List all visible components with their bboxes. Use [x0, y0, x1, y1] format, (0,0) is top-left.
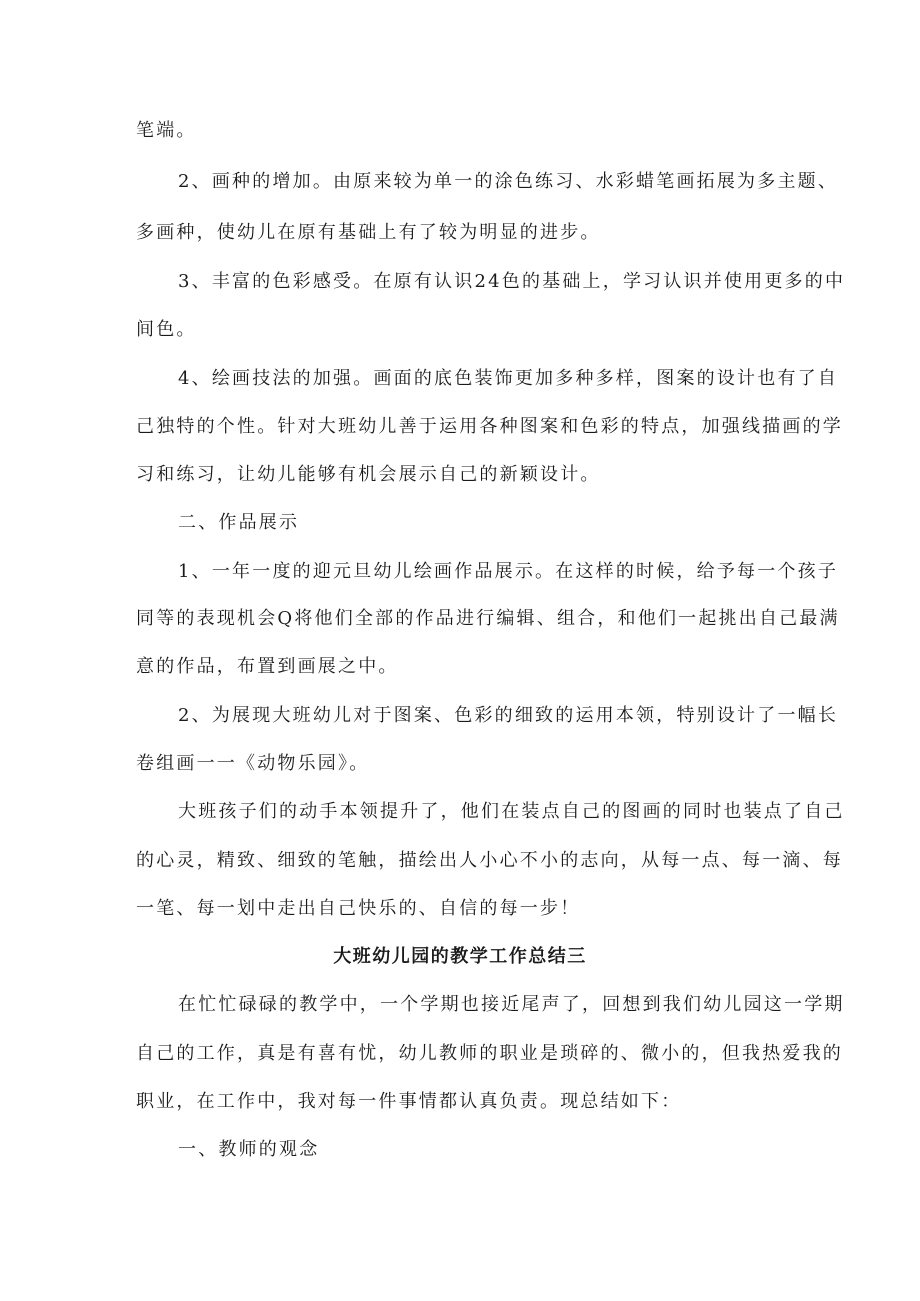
paragraph-line: 职业，在工作中，我对每一件事情都认真负责。现总结如下：: [136, 1091, 682, 1112]
paragraph-line: 一笔、每一划中走出自己快乐的、自信的每一步！: [136, 898, 581, 919]
paragraph-line: 2、画种的增加。由原来较为单一的涂色练习、水彩蜡笔画拓展为多主题、: [178, 171, 839, 192]
paragraph-line: 2、为展现大班幼儿对于图案、色彩的细致的运用本领，特别设计了一幅长: [178, 705, 839, 726]
section-heading: 一、教师的观念: [178, 1139, 320, 1160]
paragraph-line: 4、绘画技法的加强。画面的底色装饰更加多种多样，图案的设计也有了自: [178, 368, 839, 389]
paragraph-line: 在忙忙碌碌的教学中，一个学期也接近尾声了，回想到我们幼儿园这一学期: [178, 994, 845, 1015]
section-heading: 二、作品展示: [178, 512, 300, 533]
paragraph-line: 多画种，使幼儿在原有基础上有了较为明显的进步。: [136, 222, 601, 243]
paragraph-line: 间色。: [136, 319, 197, 340]
paragraph-line: 己独特的个性。针对大班幼儿善于运用各种图案和色彩的特点，加强线描画的学: [136, 416, 843, 437]
paragraph-line: 同等的表现机会Q将他们全部的作品进行编辑、组合，和他们一起挑出自己最满: [136, 608, 840, 629]
paragraph-line: 1、一年一度的迎元旦幼儿绘画作品展示。在这样的时候，给予每一个孩子: [178, 561, 839, 582]
paragraph-line: 习和练习，让幼儿能够有机会展示自己的新颖设计。: [136, 464, 601, 485]
section-title: 大班幼儿园的教学工作总结三: [333, 946, 587, 967]
paragraph-line: 3、丰富的色彩感受。在原有认识24色的基础上，学习认识并使用更多的中: [178, 271, 846, 292]
paragraph-line: 的心灵，精致、细致的笔触，描绘出人小心不小的志向，从每一点、每一滴、每: [136, 850, 843, 871]
paragraph-line: 笔端。: [136, 120, 197, 141]
paragraph-line: 意的作品，布置到画展之中。: [136, 656, 399, 677]
paragraph-line: 大班孩子们的动手本领提升了，他们在装点自己的图画的同时也装点了自己: [178, 801, 845, 822]
paragraph-line: 卷组画一一《动物乐园》。: [136, 753, 370, 774]
paragraph-line: 自己的工作，真是有喜有忧，幼儿教师的职业是琐碎的、微小的，但我热爱我的: [136, 1043, 843, 1064]
